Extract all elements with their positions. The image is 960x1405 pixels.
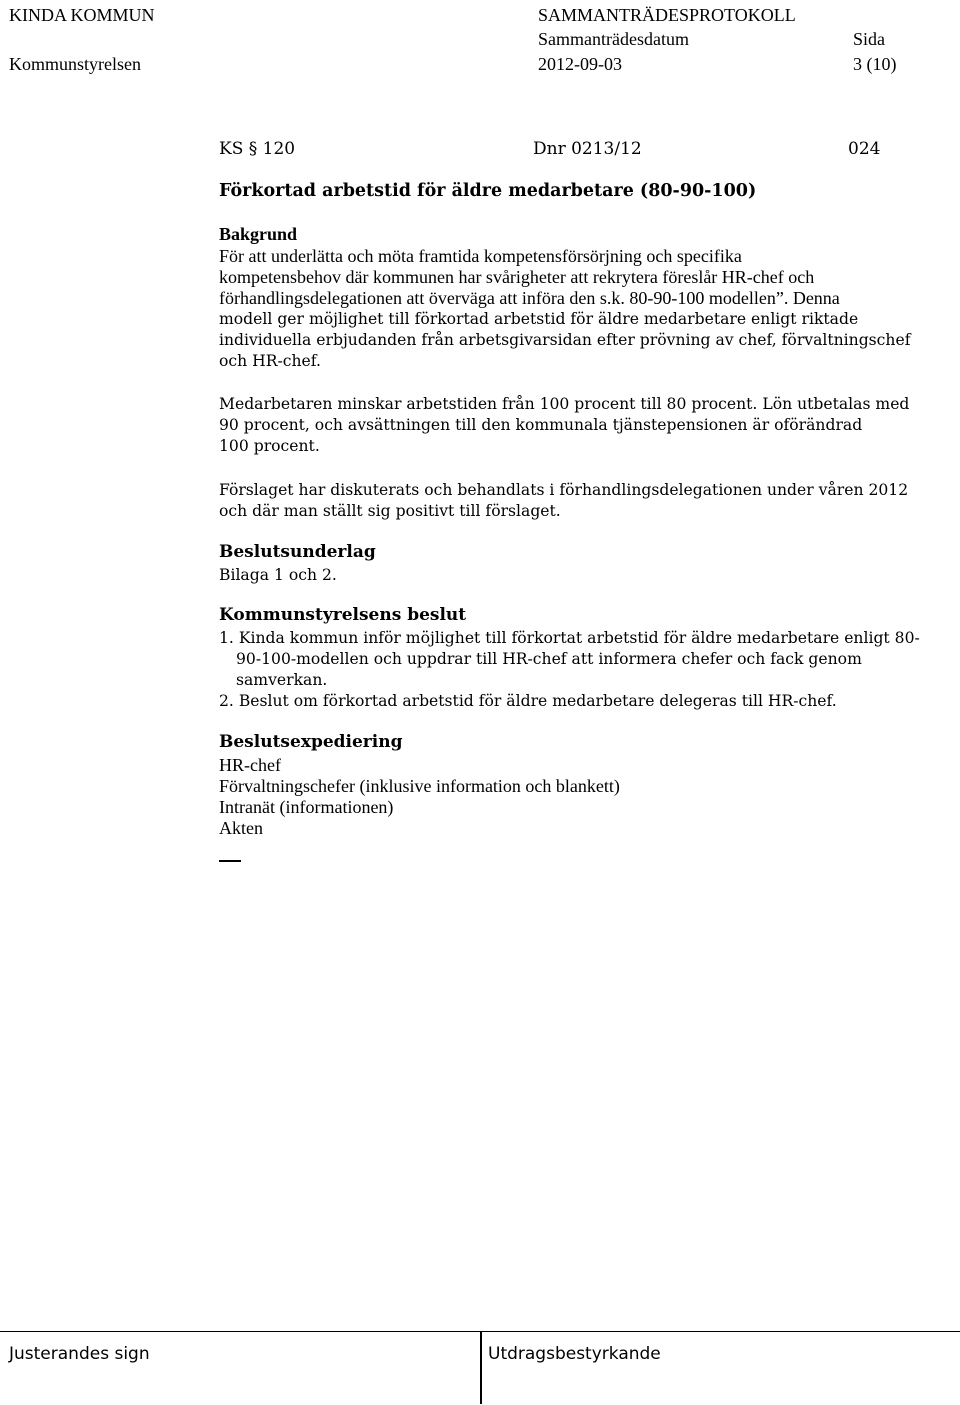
paragraph-line: 100 procent. <box>219 437 320 455</box>
heading-bakgrund: Bakgrund <box>219 224 298 244</box>
paragraph-line: Förslaget har diskuterats och behandlats i förhandlingsdelegationen under våren 2012 <box>219 481 909 499</box>
expediering-line: Akten <box>219 818 263 838</box>
beslut-item: samverkan. <box>236 671 328 689</box>
bakgrund-line: kompetensbehov där kommunen har svårigheter att rekrytera föreslår HR-chef och <box>219 267 815 287</box>
heading-beslutsexpediering: Beslutsexpediering <box>219 732 403 752</box>
date-label: Sammanträdesdatum <box>538 29 689 49</box>
bakgrund-line: För att underlätta och möta framtida kompetensförsörjning och specifika <box>219 246 742 266</box>
expediering-line: HR-chef <box>219 755 281 775</box>
beslutsunderlag-text: Bilaga 1 och 2. <box>219 566 337 584</box>
page-label: Sida <box>853 29 886 49</box>
doc-type: SAMMANTRÄDESPROTOKOLL <box>538 5 796 25</box>
bakgrund-line: förhandlingsdelegationen att överväga att införa den s.k. 80-90-100 modellen”. Denna <box>219 288 840 308</box>
paragraph-line: Medarbetaren minskar arbetstiden från 100 procent till 80 procent. Lön utbetalas med <box>219 395 910 413</box>
paragraph-line: 90 procent, och avsättningen till den kommunala tjänstepensionen är oförändrad <box>219 416 863 434</box>
heading-beslutsunderlag: Beslutsunderlag <box>219 542 376 562</box>
end-dash <box>219 860 241 862</box>
beslut-item: 90-100-modellen och uppdrar till HR-chef att informera chefer och fack genom <box>236 650 862 668</box>
page-number: 3 (10) <box>853 54 897 74</box>
case-code: 024 <box>848 139 881 159</box>
expediering-line: Förvaltningschefer (inklusive information och blankett) <box>219 776 620 796</box>
footer-utdrag-label: Utdragsbestyrkande <box>488 1344 661 1364</box>
meeting-date: 2012-09-03 <box>538 54 622 74</box>
bakgrund-line: och HR-chef. <box>219 352 321 370</box>
bakgrund-line: modell ger möjlighet till förkortad arbetstid för äldre medarbetare enligt riktade <box>219 310 859 328</box>
footer-justerandes-box <box>0 1331 480 1405</box>
heading-beslut: Kommunstyrelsens beslut <box>219 605 467 625</box>
body-name: Kommunstyrelsen <box>9 54 141 74</box>
paragraph-line: och där man ställt sig positivt till förslaget. <box>219 502 561 520</box>
bakgrund-line: individuella erbjudanden från arbetsgivarsidan efter prövning av chef, förvaltningschef <box>219 331 911 349</box>
beslut-item: 2. Beslut om förkortad arbetstid för äldre medarbetare delegeras till HR-chef. <box>219 692 837 710</box>
expediering-line: Intranät (informationen) <box>219 797 394 817</box>
dnr: Dnr 0213/12 <box>533 139 642 159</box>
beslut-item: 1. Kinda kommun inför möjlighet till förkortat arbetstid för äldre medarbetare enligt 80- <box>219 629 920 647</box>
footer-utdrag-box <box>481 1331 960 1405</box>
case-number: KS § 120 <box>219 139 296 159</box>
footer-justerandes-label: Justerandes sign <box>9 1344 150 1364</box>
org-name: KINDA KOMMUN <box>9 5 155 25</box>
case-title: Förkortad arbetstid för äldre medarbetare (80-90-100) <box>219 181 757 201</box>
